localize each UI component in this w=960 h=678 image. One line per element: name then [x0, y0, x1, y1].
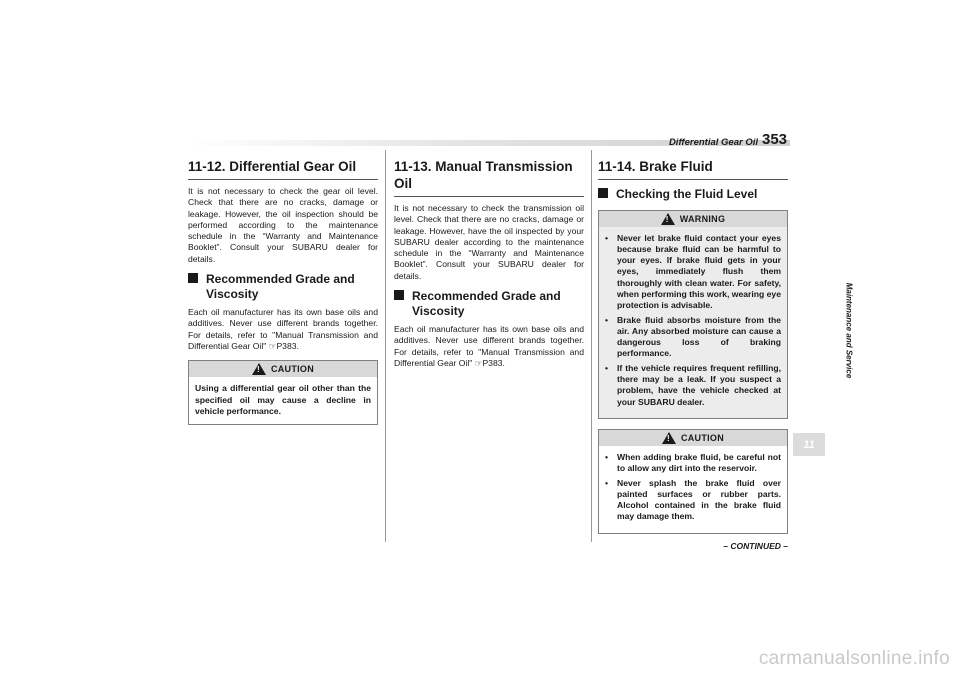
list-item: • Brake fluid absorbs moisture from the air. Any absorbed moisture can cause a dangerous loss of braking performance.	[605, 315, 781, 360]
list-item: • When adding brake fluid, be careful not to allow any dirt into the reservoir.	[605, 452, 781, 475]
caution-text: Using a differential gear oil other than the specified oil may cause a decline in vehicle performance.	[195, 383, 371, 416]
list-item: • Never splash the brake fluid over painted surfaces or rubber parts. Alcohol contained in the brake fluid may damage them.	[605, 478, 781, 523]
list-item: • If the vehicle requires frequent refilling, there may be a leak. If you suspect a problem, have the vehicle checked at your SUBARU dealer.	[605, 363, 781, 408]
square-bullet-icon	[598, 188, 608, 198]
subsection-heading: Recommended Grade and Viscosity	[188, 272, 378, 301]
chapter-side-label: Maintenance and Service	[844, 282, 854, 379]
subsection-body: Each oil manufacturer has its own base oils and additives. Never use different brands together. For details, refer to "Manual Transmission and Differential Gear Oil" ☞P383.	[394, 324, 584, 368]
subsection-body: Each oil manufacturer has its own base oils and additives. Never use different brands together. For details, refer to "Manual Transmission and Differential Gear Oil" ☞P383.	[188, 307, 378, 351]
continued-label: – CONTINUED –	[723, 541, 788, 551]
warning-body	[599, 227, 787, 418]
warning-triangle-icon	[252, 363, 266, 375]
caution-header: ! CAUTION	[599, 430, 787, 446]
caution-body	[599, 446, 787, 533]
section-heading: 11-13. Manual Transmission Oil	[394, 150, 584, 197]
section-differential-gear-oil	[188, 150, 378, 425]
watermark: carmanualsonline.info	[758, 648, 950, 669]
chapter-tab[interactable]: 11	[793, 433, 825, 456]
list-item: • Never let brake fluid contact your eyes because brake fluid can be harmful to your eyes. If brake fluid gets in your eyes, immediately flush them thoroughly with clean water. For safety, when performing this work, wearing eye protection is advisable.	[605, 233, 781, 312]
caution-box	[188, 360, 378, 425]
section-heading: 11-12. Differential Gear Oil	[188, 150, 378, 180]
section-manual-transmission-oil	[394, 150, 584, 369]
column-divider	[591, 150, 592, 542]
warning-triangle-icon	[661, 213, 675, 225]
column-divider	[385, 150, 386, 542]
page-number: 353	[762, 131, 788, 148]
subsection-heading: Checking the Fluid Level	[598, 187, 788, 202]
section-heading: 11-14. Brake Fluid	[598, 150, 788, 180]
square-bullet-icon	[188, 273, 198, 283]
warning-header: ! WARNING	[599, 211, 787, 227]
warning-triangle-icon	[662, 432, 676, 444]
section-intro: It is not necessary to check the gear oil level. Check that there are no cracks, damage or leakage. However, the oil inspection should be performed according to the maintenance schedule in the “Warranty and Maintenance Booklet”. Consult your SUBARU dealer for details.	[188, 186, 378, 264]
section-brake-fluid	[598, 150, 788, 534]
caution-header: ! CAUTION	[189, 361, 377, 377]
section-intro: It is not necessary to check the transmission oil level. Check that there are no cracks, damage or leakage. However, have the oil inspected by your SUBARU dealer according to the maintenance schedule in the “Warranty and Maintenance Booklet”. Consult your SUBARU dealer for details.	[394, 203, 584, 281]
subsection-heading: Recommended Grade and Viscosity	[394, 289, 584, 318]
running-header-title: Differential Gear Oil	[668, 137, 758, 148]
warning-box	[598, 210, 788, 419]
square-bullet-icon	[394, 290, 404, 300]
caution-box	[598, 429, 788, 534]
